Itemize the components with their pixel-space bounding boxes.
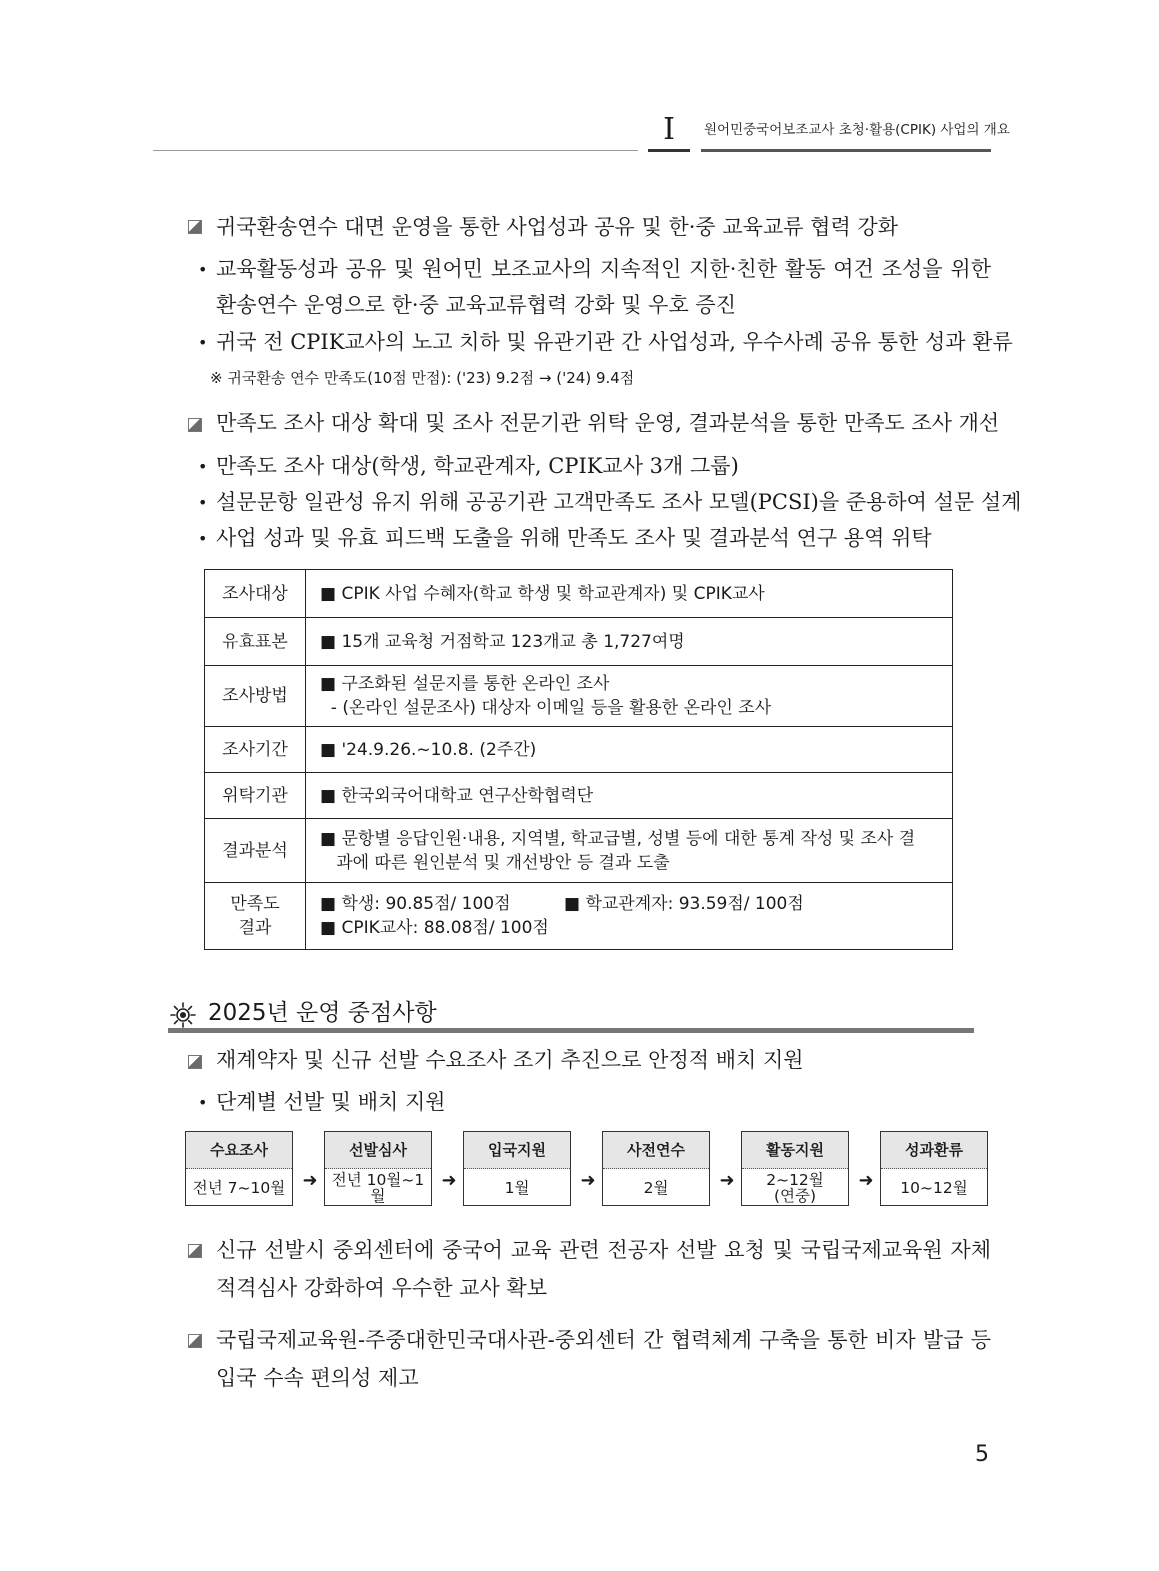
header-rule-left xyxy=(153,150,638,151)
square-bullet-icon xyxy=(188,1244,202,1258)
satisfaction-note: ※ 귀국환송 연수 만족도(10점 만점): ('23) 9.2점 → ('24) 9.4점 xyxy=(210,369,635,387)
table-row xyxy=(205,883,953,950)
section-title-underline xyxy=(168,1028,974,1033)
sun-icon xyxy=(170,1002,196,1028)
bullet-heading: 신규 선발시 중외센터에 중국어 교육 관련 전공자 선발 요청 및 국립국제교육원 자체 xyxy=(216,1238,991,1262)
bullet-heading-continued: 적격심사 강화하여 우수한 교사 확보 xyxy=(216,1276,547,1300)
dot-bullet-icon: • xyxy=(198,260,208,279)
process-step-demand-survey: 수요조사 전년 7~10월 xyxy=(185,1131,293,1206)
sub-bullet-text: 설문문항 일관성 유지 위해 공공기관 고객만족도 조사 모델(PCSI)을 준용하여 설문 설계 xyxy=(216,490,1022,514)
square-bullet-icon xyxy=(188,1055,202,1069)
survey-overview-table xyxy=(204,569,953,950)
square-bullet-icon xyxy=(188,220,202,234)
bullet-heading: 귀국환송연수 대면 운영을 통한 사업성과 공유 및 한·중 교육교류 협력 강화 xyxy=(216,215,899,239)
bullet-heading: 재계약자 및 신규 선발 수요조사 조기 추진으로 안정적 배치 지원 xyxy=(216,1048,804,1072)
chapter-numeral-underline xyxy=(648,149,690,152)
page-number: 5 xyxy=(975,1442,989,1467)
dot-bullet-icon: • xyxy=(198,529,208,548)
sub-bullet-text: 사업 성과 및 유효 피드백 도출을 위해 만족도 조사 및 결과분석 연구 용역 위탁 xyxy=(216,526,932,550)
sub-bullet-text: 귀국 전 CPIK교사의 노고 치하 및 유관기관 간 사업성과, 우수사례 공유 통한 성과 환류 xyxy=(216,330,1013,354)
row-value: ■ 15개 교육청 거점학교 123개교 총 1,727여명 xyxy=(306,618,953,666)
arrow-right-icon: ➜ xyxy=(302,1170,318,1191)
sub-bullet-text: 교육활동성과 공유 및 원어민 보조교사의 지속적인 지한·친한 활동 여건 조성을 위한 xyxy=(216,257,991,281)
bullet-heading-continued: 입국 수속 편의성 제고 xyxy=(216,1366,419,1390)
process-step-performance-feedback: 성과환류 10~12월 xyxy=(880,1131,988,1206)
process-step-pre-training: 사전연수 2월 xyxy=(602,1131,710,1206)
process-step-activity-support: 활동지원 2~12월 (연중) xyxy=(741,1131,849,1206)
row-value: ■ CPIK 사업 수혜자(학교 학생 및 학교관계자) 및 CPIK교사 xyxy=(306,570,953,618)
row-value xyxy=(306,883,953,950)
row-value: ■ 구조화된 설문지를 통한 온라인 조사 - (온라인 설문조사) 대상자 이메일 등을 활용한 온라인 조사 xyxy=(306,666,953,727)
arrow-right-icon: ➜ xyxy=(858,1170,874,1191)
dot-bullet-icon: • xyxy=(198,493,208,512)
row-label: 조사방법 xyxy=(205,666,306,727)
header-rule-right xyxy=(701,149,991,152)
row-label: 조사대상 xyxy=(205,570,306,618)
dot-bullet-icon: • xyxy=(198,457,208,476)
table-row xyxy=(205,727,953,773)
table-row xyxy=(205,773,953,819)
student-score: ■ 학생: 90.85점/ 100점 xyxy=(320,894,511,914)
arrow-right-icon: ➜ xyxy=(441,1170,457,1191)
process-step-selection-review: 선발심사 전년 10월~1월 xyxy=(324,1131,432,1206)
staff-score: ■ 학교관계자: 93.59점/ 100점 xyxy=(564,894,804,914)
row-value: ■ 문항별 응답인원·내용, 지역별, 학교급별, 성별 등에 대한 통계 작성 및 조사 결 과에 따른 원인분석 및 개선방안 등 결과 도출 xyxy=(306,819,953,883)
table-row xyxy=(205,819,953,883)
dot-bullet-icon: • xyxy=(198,333,208,352)
table-row xyxy=(205,570,953,618)
row-value: ■ '24.9.26.~10.8. (2주간) xyxy=(306,727,953,773)
teacher-score: ■ CPIK교사: 88.08점/ 100점 xyxy=(320,918,549,938)
square-bullet-icon xyxy=(188,1334,202,1348)
sub-bullet-text: 만족도 조사 대상(학생, 학교관계자, CPIK교사 3개 그룹) xyxy=(216,454,739,478)
sub-bullet-text: 단계별 선발 및 배치 지원 xyxy=(216,1090,446,1114)
chapter-numeral: I xyxy=(663,112,675,147)
row-label: 조사기간 xyxy=(205,727,306,773)
row-label: 결과분석 xyxy=(205,819,306,883)
bullet-heading: 만족도 조사 대상 확대 및 조사 전문기관 위탁 운영, 결과분석을 통한 만족도 조사 개선 xyxy=(216,411,1000,435)
row-label: 유효표본 xyxy=(205,618,306,666)
square-bullet-icon xyxy=(188,418,202,432)
sub-bullet-text-continued: 환송연수 운영으로 한·중 교육교류협력 강화 및 우호 증진 xyxy=(216,293,736,317)
section-title: 2025년 운영 중점사항 xyxy=(208,1000,437,1026)
table-row xyxy=(205,666,953,727)
bullet-heading: 국립국제교육원-주중대한민국대사관-중외센터 간 협력체계 구축을 통한 비자 발급 등 xyxy=(216,1328,991,1352)
row-label: 만족도 결과 xyxy=(205,883,306,950)
running-header-title: 원어민중국어보조교사 초청·활용(CPIK) 사업의 개요 xyxy=(704,122,1010,138)
row-label: 위탁기관 xyxy=(205,773,306,819)
arrow-right-icon: ➜ xyxy=(719,1170,735,1191)
process-step-entry-support: 입국지원 1월 xyxy=(463,1131,571,1206)
row-value: ■ 한국외국어대학교 연구산학협력단 xyxy=(306,773,953,819)
arrow-right-icon: ➜ xyxy=(580,1170,596,1191)
dot-bullet-icon: • xyxy=(198,1093,208,1112)
table-row xyxy=(205,618,953,666)
